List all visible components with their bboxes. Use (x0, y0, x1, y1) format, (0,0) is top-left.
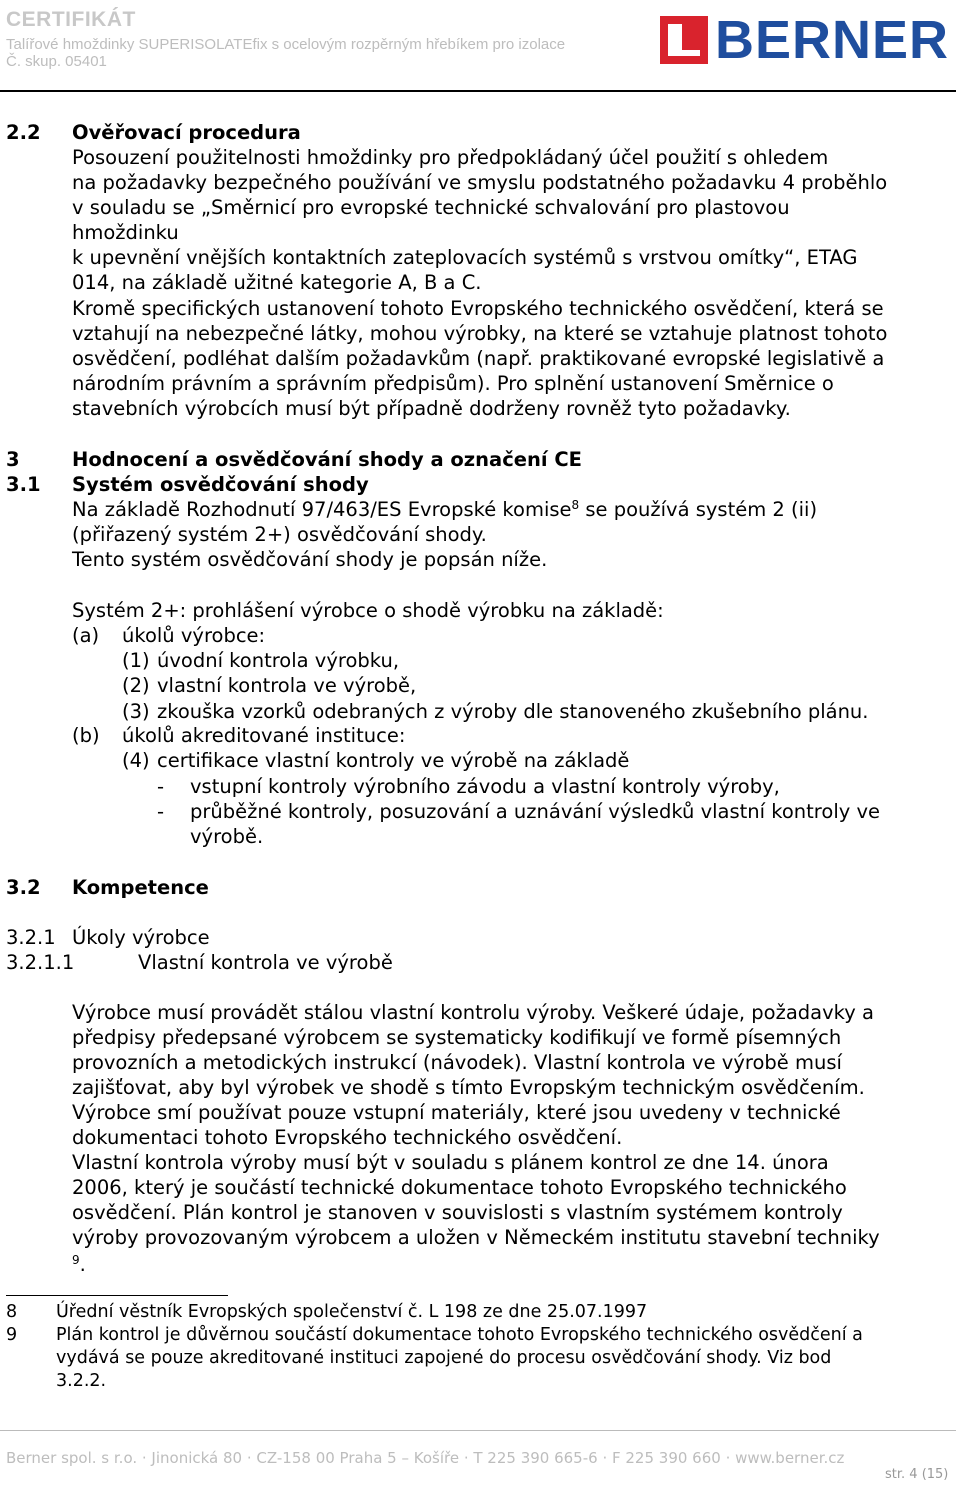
header-rule (0, 90, 956, 92)
text-line: provozních a metodických instrukcí (návodek). Vlastní kontrola ve výrobě musí (72, 1051, 842, 1074)
footnote-text: Úřední věstník Evropských společenství č. L 198 ze dne 25.07.1997 (56, 1302, 648, 1322)
text-line: Vlastní kontrola výroby musí být v souladu s plánem kontrol ze dne 14. února (72, 1151, 829, 1174)
document-title: CERTIFIKÁT (6, 8, 136, 31)
list-number: (3) (122, 700, 150, 723)
text-line: Výrobce musí provádět stálou vlastní kontrolu výroby. Veškeré údaje, požadavky a (72, 1001, 874, 1024)
text-line: hmoždinku (72, 221, 179, 244)
system-intro: Systém 2+: prohlášení výrobce o shodě výrobku na základě: (72, 599, 664, 622)
footnote-ref: 8 (571, 498, 580, 512)
footnote-number: 8 (6, 1302, 18, 1322)
text-line: vztahují na nebezpečné látky, mohou výrobky, na které se vztahuje platnost tohoto (72, 322, 888, 345)
section-heading: Kompetence (72, 876, 209, 899)
list-item: úkolů výrobce: (122, 624, 266, 647)
text-span: . (79, 1253, 86, 1276)
section-number: 2.2 (6, 121, 41, 144)
text-line: zajišťovat, aby byl výrobek ve shodě s tímto Evropským technickým osvědčením. (72, 1076, 865, 1099)
section-heading: Vlastní kontrola ve výrobě (138, 951, 393, 974)
group-number: Č. skup. 05401 (6, 53, 107, 70)
dash-bullet: - (157, 800, 165, 823)
text-line: Posouzení použitelnosti hmoždinky pro předpokládaný účel použití s ohledem (72, 146, 829, 169)
text-line: dokumentaci tohoto Evropského technického osvědčení. (72, 1126, 623, 1149)
text-span: Na základě Rozhodnutí 97/463/ES Evropské komise (72, 498, 572, 521)
section-heading: Úkoly výrobce (72, 926, 210, 949)
footnote-rule (6, 1295, 228, 1296)
text-line: Kromě specifických ustanovení tohoto Evropského technického osvědčení, která se (72, 297, 884, 320)
footnote-text: vydává se pouze akreditované instituci zapojené do procesu osvědčování shody. Viz bod (56, 1348, 832, 1368)
list-number: (2) (122, 674, 150, 697)
text-line: stavebních výrobcích musí být případně dodrženy rovněž tyto požadavky. (72, 397, 791, 420)
text-line: národním právním a správním předpisům). Pro splnění ustanovení Směrnice o (72, 372, 834, 395)
footnote-ref: 9 (72, 1253, 80, 1267)
section-number: 3.2.1.1 (6, 951, 75, 974)
footnote-number: 9 (6, 1325, 18, 1345)
section-heading: Ověřovací procedura (72, 121, 301, 144)
text-line: 2006, který je součástí technické dokumentace tohoto Evropského technického (72, 1176, 847, 1199)
dash-bullet: - (157, 775, 165, 798)
text-line: osvědčení, podléhat dalším požadavkům (např. praktikované evropské legislativě a (72, 347, 885, 370)
footnote-text: 3.2.2. (56, 1371, 107, 1391)
text-line: Výrobce smí používat pouze vstupní materiály, které jsou uvedeny v technické (72, 1101, 841, 1124)
text-line: (přiřazený systém 2+) osvědčování shody. (72, 523, 487, 546)
list-item: certifikace vlastní kontroly ve výrobě na základě (157, 749, 630, 772)
text-line: předpisy předepsané výrobcem se systematicky kodifikují ve formě písemných (72, 1026, 842, 1049)
text-line: na požadavky bezpečného používání ve smyslu podstatného požadavku 4 proběhlo (72, 171, 888, 194)
list-item: úvodní kontrola výrobku, (157, 649, 400, 672)
list-item: vlastní kontrola ve výrobě, (157, 674, 417, 697)
berner-logo (660, 10, 955, 70)
list-item: zkouška vzorků odebraných z výroby dle stanoveného zkušebního plánu. (157, 700, 869, 723)
section-number: 3 (6, 448, 20, 471)
text-line: Tento systém osvědčování shody je popsán níže. (72, 548, 548, 571)
page-number: str. 4 (15) (885, 1467, 949, 1482)
berner-logo-icon (660, 16, 708, 64)
list-number: (4) (122, 749, 150, 772)
text-line: 014, na základě užitné kategorie A, B a C. (72, 271, 482, 294)
text-span: se používá systém 2 (ii) (579, 498, 818, 521)
footnote-text: Plán kontrol je důvěrnou součástí dokumentace tohoto Evropského technického osvědčení a (56, 1325, 863, 1345)
document-subtitle: Talířové hmoždinky SUPERISOLATEfix s ocelovým rozpěrným hřebíkem pro izolace (6, 36, 566, 53)
section-number: 3.2.1 (6, 926, 56, 949)
text-line: výroby provozovaným výrobcem a uložen v Německém institutu stavební techniky (72, 1226, 880, 1249)
list-number: (1) (122, 649, 150, 672)
text-line: osvědčení. Plán kontrol je stanoven v souvislosti s vlastním systémem kontroly (72, 1201, 843, 1224)
list-item: průběžné kontroly, posuzování a uznávání výsledků vlastní kontroly ve (190, 800, 881, 823)
footer-rule (0, 1430, 956, 1431)
text-line (72, 1252, 86, 1277)
list-item: výrobě. (190, 825, 264, 848)
list-item: vstupní kontroly výrobního závodu a vlastní kontroly výroby, (190, 775, 780, 798)
text-line: k upevnění vnějších kontaktních zateplovacích systémů s vrstvou omítky“, ETAG (72, 246, 858, 269)
list-label: (b) (72, 724, 100, 747)
section-heading: Hodnocení a osvědčování shody a označení CE (72, 448, 582, 471)
section-number: 3.1 (6, 473, 41, 496)
list-item: úkolů akreditované instituce: (122, 724, 406, 747)
text-line (72, 497, 817, 522)
list-label: (a) (72, 624, 100, 647)
section-number: 3.2 (6, 876, 41, 899)
text-line: v souladu se „Směrnicí pro evropské technické schvalování pro plastovou (72, 196, 790, 219)
logo-text: BERNER (715, 10, 950, 70)
company-footer: Berner spol. s r.o. · Jinonická 80 · CZ-158 00 Praha 5 – Košíře · T 225 390 665-6 · F 225 390 660 · www.berner.cz (6, 1449, 845, 1467)
section-heading: Systém osvědčování shody (72, 473, 369, 496)
